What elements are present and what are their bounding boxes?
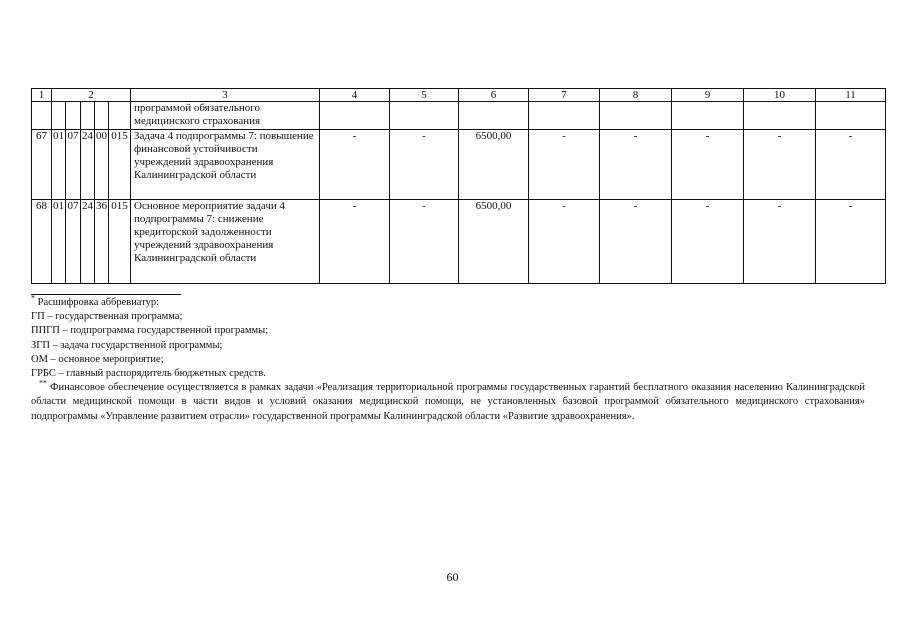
page-number: 60 <box>446 570 459 584</box>
footnote-marker: ** <box>39 378 47 388</box>
header-cell-9: 9 <box>672 89 744 102</box>
code-grbs: 015 <box>109 200 131 284</box>
cell-col4: - <box>320 200 390 284</box>
code-zgp: 24 <box>81 130 95 200</box>
code-grbs: 015 <box>109 130 131 200</box>
abbr-line: ППГП – подпрограмма государственной программы; <box>31 325 269 337</box>
table-row-continuation <box>32 102 886 130</box>
cell-col5: - <box>390 200 459 284</box>
row-number: 67 <box>32 130 52 200</box>
header-cell-3: 3 <box>131 89 320 102</box>
footnote-abbr-title: * Расшифровка аббревиатур: <box>31 293 160 308</box>
abbr-line: ОМ – основное мероприятие; <box>31 353 164 365</box>
cell-col9: - <box>672 200 744 284</box>
header-cell-7: 7 <box>529 89 600 102</box>
header-cell-1: 1 <box>32 89 52 102</box>
cell-col8: - <box>600 200 672 284</box>
code-om: 36 <box>95 200 109 284</box>
row-description: Задача 4 подпрограммы 7: повышение финансовой устойчивости учреждений здравоохранения Калининградской области <box>131 130 320 200</box>
footnotes <box>31 294 865 424</box>
cell-col11: - <box>816 130 886 200</box>
footnote-marker: * <box>31 293 35 303</box>
abbr-line: ГРБС – главный распорядитель бюджетных средств. <box>31 368 266 380</box>
cell-col9: - <box>672 130 744 200</box>
footnote-financing: ** Финансовое обеспечение осуществляется в рамках задачи «Реализация территориальной программы государственных гарантий бесплатного оказания населению Калининградской области медицинской помощи в части видов и условий оказания медицинской помощи, не установленных базовой программой обязательного медицинского страхования» подпрограммы «Управление развитием отрасли» государственной программы Калининградской области «Развитие здравоохранения». <box>31 378 865 422</box>
header-cell-2: 2 <box>52 89 131 102</box>
code-gp: 01 <box>52 130 66 200</box>
cell-col7: - <box>529 130 600 200</box>
header-cell-6: 6 <box>459 89 529 102</box>
cell-col5: - <box>390 130 459 200</box>
cell-col6: 6500,00 <box>459 200 529 284</box>
table-header-row <box>32 89 886 102</box>
code-gp: 01 <box>52 200 66 284</box>
row-description: Основное мероприятие задачи 4 подпрограммы 7: снижение кредиторской задолженности учреждений здравоохранения Калининградской области <box>131 200 320 284</box>
code-ppgp: 07 <box>66 130 81 200</box>
cell-col10: - <box>744 130 816 200</box>
row-number: 68 <box>32 200 52 284</box>
code-ppgp: 07 <box>66 200 81 284</box>
abbr-line: ГП – государственная программа; <box>31 311 183 323</box>
cell-col10: - <box>744 200 816 284</box>
cell-col8: - <box>600 130 672 200</box>
header-cell-4: 4 <box>320 89 390 102</box>
continued-description: программой обязательного медицинского страхования <box>131 102 320 130</box>
footnote-divider <box>31 294 181 295</box>
header-cell-11: 11 <box>816 89 886 102</box>
table-row <box>32 200 886 284</box>
abbr-line: ЗГП – задача государственной программы; <box>31 339 223 351</box>
code-om: 00 <box>95 130 109 200</box>
cell-col11: - <box>816 200 886 284</box>
cell-col7: - <box>529 200 600 284</box>
header-cell-8: 8 <box>600 89 672 102</box>
table-row <box>32 130 886 200</box>
header-cell-5: 5 <box>390 89 459 102</box>
cell-col4: - <box>320 130 390 200</box>
budget-table <box>31 88 886 284</box>
cell-col6: 6500,00 <box>459 130 529 200</box>
code-zgp: 24 <box>81 200 95 284</box>
header-cell-10: 10 <box>744 89 816 102</box>
